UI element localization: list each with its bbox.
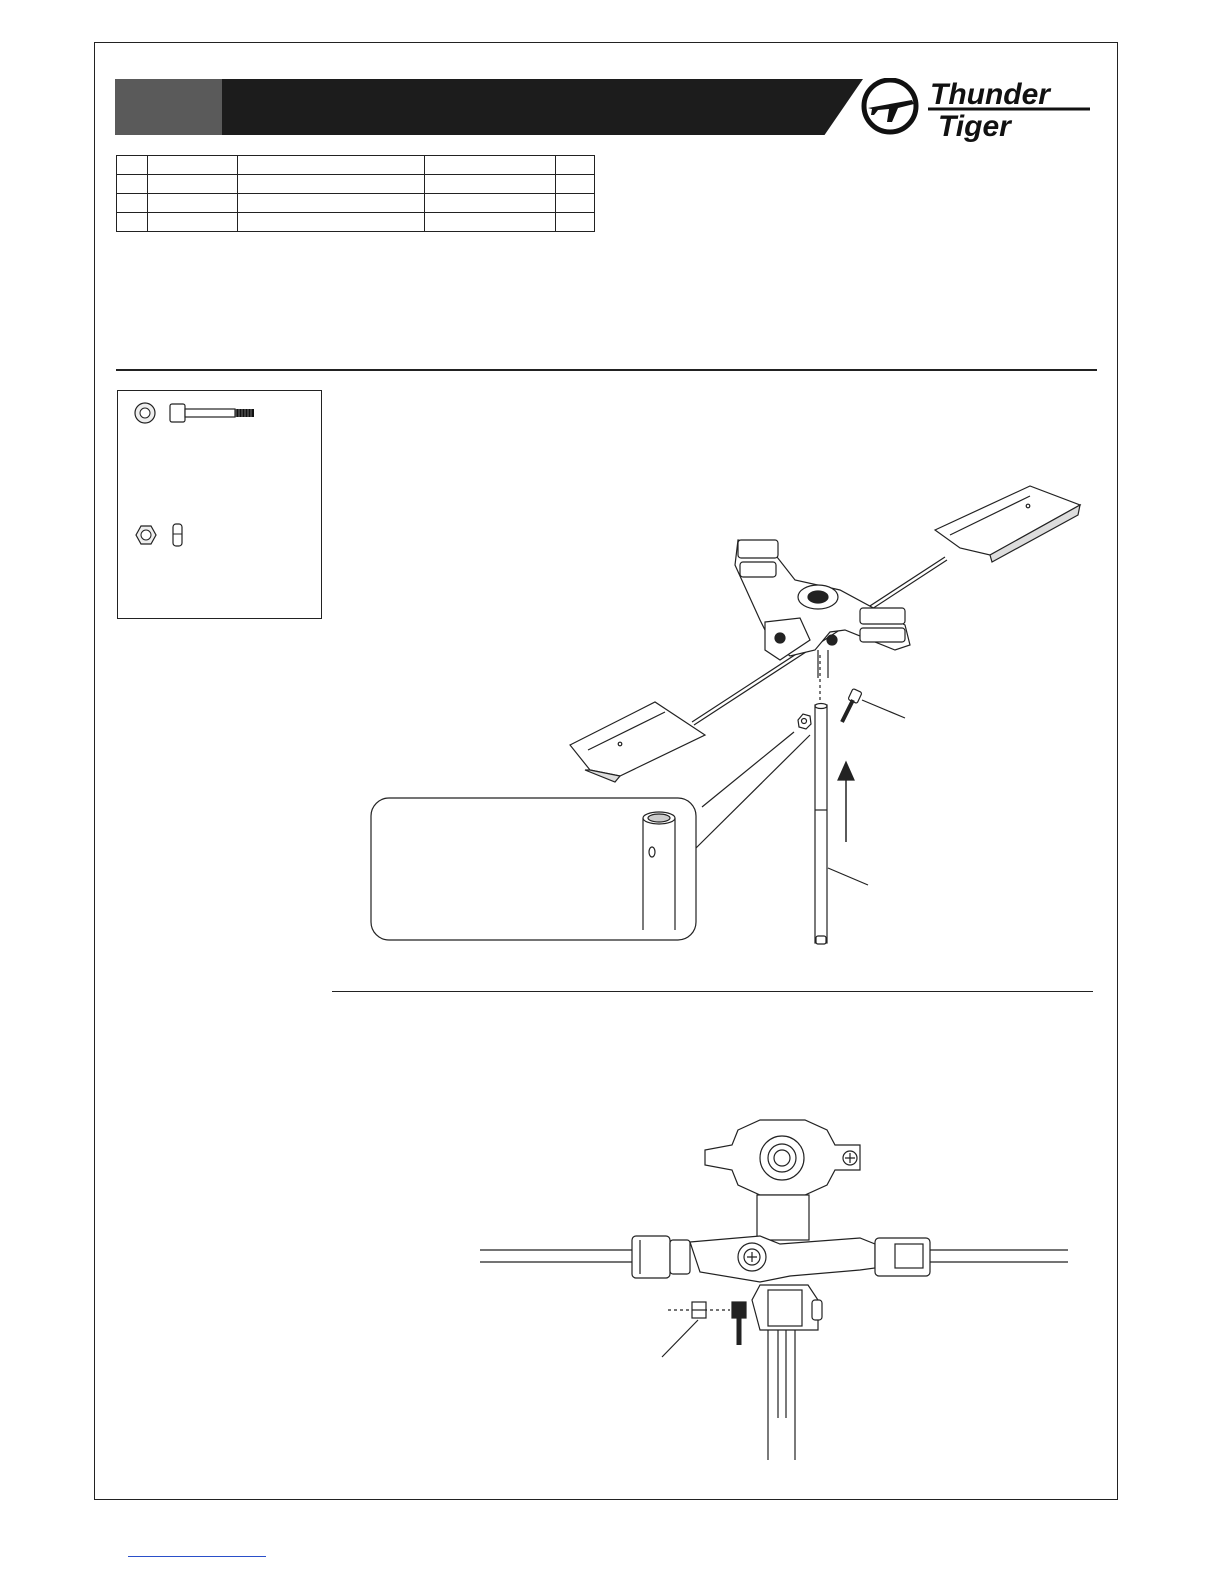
- airplane-circle-icon: [864, 80, 916, 132]
- parts-table: [116, 155, 595, 232]
- table-cell: [425, 175, 556, 194]
- table-cell: [238, 194, 425, 213]
- washout-hub: [705, 1120, 860, 1195]
- table-cell: [117, 156, 148, 175]
- table-cell: [148, 156, 238, 175]
- set-screw-icon: [173, 524, 182, 546]
- figure-divider: [332, 991, 1093, 992]
- cap-screw-part: [842, 688, 862, 722]
- table-cell: [425, 213, 556, 232]
- table-cell: [556, 213, 595, 232]
- flat-washer-icon: [135, 403, 155, 423]
- hardware-box: [117, 390, 322, 619]
- table-cell: [117, 194, 148, 213]
- hex-nut-part: [692, 1302, 706, 1318]
- hex-nut-icon: [136, 526, 156, 544]
- section-divider: [116, 369, 1097, 371]
- logo-text-line1: Thunder: [930, 78, 1050, 111]
- head-block: [757, 1195, 809, 1240]
- hardware-illustrations: [118, 391, 321, 618]
- table-cell: [238, 213, 425, 232]
- table-row: [117, 156, 595, 175]
- table-cell: [117, 213, 148, 232]
- rotor-head-assembly-figure: [330, 470, 1110, 960]
- swashplate-yoke: [752, 1285, 822, 1330]
- table-cell: [148, 213, 238, 232]
- table-row: [117, 175, 595, 194]
- set-screw-part: [732, 1302, 746, 1345]
- table-cell: [148, 194, 238, 213]
- rotor-head: [735, 540, 910, 678]
- main-shaft: [815, 704, 827, 945]
- table-row: [117, 213, 595, 232]
- table-cell: [238, 156, 425, 175]
- step-title-bar: [222, 79, 863, 135]
- table-cell: [425, 156, 556, 175]
- thunder-tiger-logo: [858, 78, 1098, 142]
- logo-text-line2: Tiger: [938, 110, 1011, 142]
- table-cell: [148, 175, 238, 194]
- head-detail-figure: [478, 1115, 1070, 1460]
- left-flybar-paddle: [570, 702, 705, 782]
- table-cell: [556, 194, 595, 213]
- right-flybar-paddle: [935, 486, 1080, 562]
- footer-link[interactable]: [128, 1556, 266, 1557]
- table-cell: [556, 156, 595, 175]
- table-cell: [238, 175, 425, 194]
- hex-nut-part: [798, 714, 811, 729]
- table-row: [117, 194, 595, 213]
- table-cell: [117, 175, 148, 194]
- seesaw-arms: [632, 1236, 930, 1282]
- table-cell: [425, 194, 556, 213]
- table-cell: [556, 175, 595, 194]
- cap-screw-icon: [170, 404, 254, 422]
- step-number-block: [115, 79, 222, 135]
